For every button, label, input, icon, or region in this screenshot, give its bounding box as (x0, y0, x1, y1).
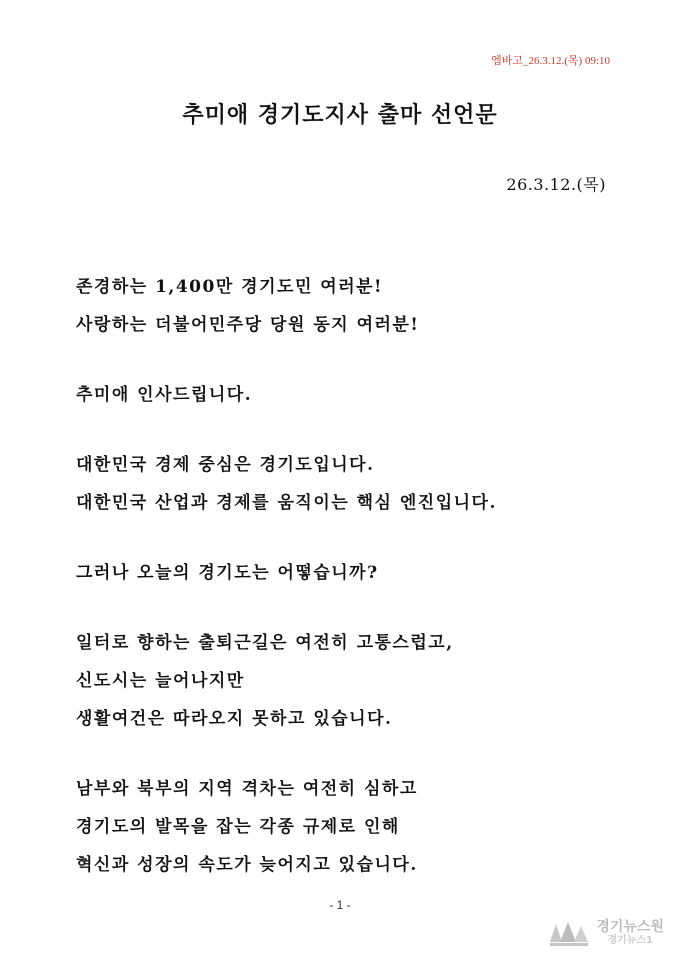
text-line: 신도시는 늘어나지만 (76, 671, 245, 691)
embargo-notice: 엠바고_26.3.12.(목) 09:10 (491, 55, 610, 67)
text-line: 대한민국 산업과 경제를 움직이는 핵심 엔진입니다. (76, 493, 497, 513)
text-line: 대한민국 경제 중심은 경기도입니다. (76, 455, 375, 475)
document-title: 추미애 경기도지사 출마 선언문 (182, 103, 498, 128)
paragraph (76, 624, 616, 738)
page-number: - 1 - (329, 898, 351, 912)
paragraph (76, 268, 616, 344)
watermark-main: 경기뉴스원 (596, 918, 664, 935)
watermark-text (596, 920, 664, 946)
text-line: 그러나 오늘의 경기도는 어떻습니까? (76, 563, 379, 583)
watermark-sub: 경기뉴스1 (607, 935, 653, 947)
paragraph (76, 770, 616, 884)
document-date: 26.3.12.(목) (506, 175, 606, 194)
text-line: 생활여건은 따라오지 못하고 있습니다. (76, 709, 393, 729)
paragraph (76, 376, 616, 414)
text-line: 사랑하는 더불어민주당 당원 동지 여러분! (76, 315, 420, 335)
paragraph (76, 446, 616, 522)
text-line: 일터로 향하는 출퇴근길은 여전히 고통스럽고, (76, 633, 454, 653)
gnt-logo-icon (546, 918, 592, 948)
text-line: 남부와 북부의 지역 격차는 여전히 심하고 (76, 779, 418, 799)
text-line: 경기도의 발목을 잡는 각종 규제로 인해 (76, 817, 400, 837)
text-line: 추미애 인사드립니다. (76, 385, 253, 405)
text-line: 혁신과 성장의 속도가 늦어지고 있습니다. (76, 855, 418, 875)
watermark (546, 918, 664, 948)
text-line: 존경하는 1,400만 경기도민 여러분! (76, 277, 384, 297)
paragraph (76, 554, 616, 592)
document-body (76, 268, 616, 916)
